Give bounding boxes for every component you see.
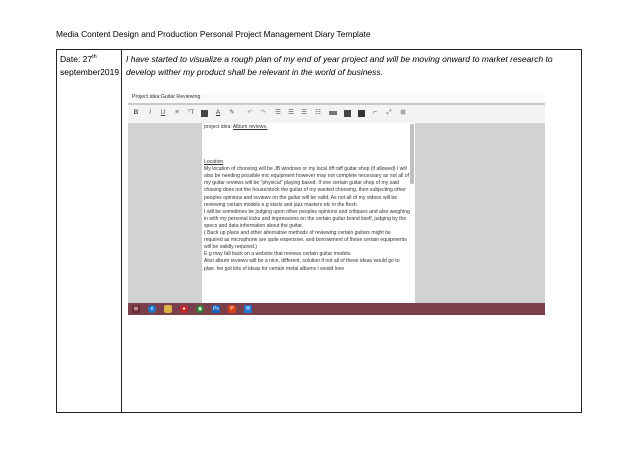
image-icon <box>344 110 351 117</box>
diary-table <box>56 49 582 413</box>
project-idea-link: Album reviews. <box>232 124 268 130</box>
align-right-icon: ☰ <box>301 109 307 116</box>
document-scrollbar <box>410 124 414 184</box>
powerpoint-icon: P <box>228 305 236 313</box>
internet-explorer-icon: e <box>148 305 156 313</box>
underline-icon: U <box>160 109 166 116</box>
screenshot-title: Project idea:Guitar Reviewing <box>132 94 201 100</box>
document-body: My location of choosing will be JB windows or my local riff raff guitar shop (if allowed) I will also be needing possible mic equipment however may not complete necessary as not all of my guitar reviews will be "physical" playing based. If one certain guitar shop of my said chasing does not the house/stock the guitar of my wanted choosing, then subjecting other peoples opinions and reviews on the guitar will be valid. As not all of my videos will be reviewing certain models e.g starts and jazz masters etc in the flesh. I will be sometimes be judging upon other peoples opinions and critiques and also weighing in with my personal kicks and impressions on the certain guitar brand itself, judging by the specs and data information about the guitar. ( Back up plans and other alternative methods of reviewing certain guitars might be required as microphone are quite expensive, and borrowment of these certain equipments will be validly required.) E.g may fall back on a website that reviews certain guitar models. Also album reviews will be a nice, different, solution if not all of these ideas would go to plan. Ive got lots of ideas for certain metal albums i would love <box>204 166 410 272</box>
date-cell <box>60 53 120 79</box>
word-icon: W <box>245 306 251 312</box>
document-page <box>202 123 415 303</box>
document-header: Media Content Design and Production Personal Project Management Diary Template <box>56 29 371 39</box>
editor-left-margin <box>128 123 202 303</box>
align-center-icon: ☰ <box>288 109 294 116</box>
windows-taskbar <box>128 303 545 315</box>
document-text <box>204 124 410 273</box>
editor-right-margin <box>415 123 545 303</box>
location-heading: Location <box>204 159 224 166</box>
photoshop-icon: Ps <box>213 306 219 312</box>
project-idea-label: project idea: <box>204 124 233 130</box>
list-icon: ☷ <box>315 109 321 116</box>
expand-icon: ⤢ <box>386 109 392 116</box>
column-divider <box>121 50 122 412</box>
windows-start-icon: ⊞ <box>133 306 139 312</box>
link-icon <box>329 111 337 115</box>
file-explorer-icon <box>164 305 172 313</box>
editor-toolbar <box>128 105 545 123</box>
media-player-icon: ● <box>180 305 188 313</box>
redo-icon: ↷ <box>260 109 266 116</box>
date-suffix: th <box>92 54 97 61</box>
grid-icon: ⊞ <box>400 109 406 116</box>
date-label: Date: 27 <box>60 54 93 64</box>
font-size-icon: ᵀT <box>187 109 195 116</box>
italic-icon: I <box>149 109 151 116</box>
strikethrough-icon: ≡ <box>175 109 179 116</box>
table-icon <box>358 110 365 117</box>
text-highlight-icon: A <box>215 109 221 116</box>
undo-icon: ↶ <box>247 109 253 116</box>
embedded-editor-screenshot <box>128 94 545 315</box>
chrome-icon: ◉ <box>197 306 203 312</box>
entry-text: I have started to visualize a rough plan of my end of year project and will be moving onward to market research to develop wither my product shall be relevant in the world of business. <box>126 54 553 77</box>
text-color-icon <box>201 110 208 117</box>
special-char-icon: ⌐ <box>373 109 377 116</box>
highlight-icon: ✎ <box>229 109 235 116</box>
bold-icon: B <box>133 109 139 116</box>
align-left-icon: ☰ <box>275 109 281 116</box>
date-month-year: september2019 <box>60 67 120 77</box>
